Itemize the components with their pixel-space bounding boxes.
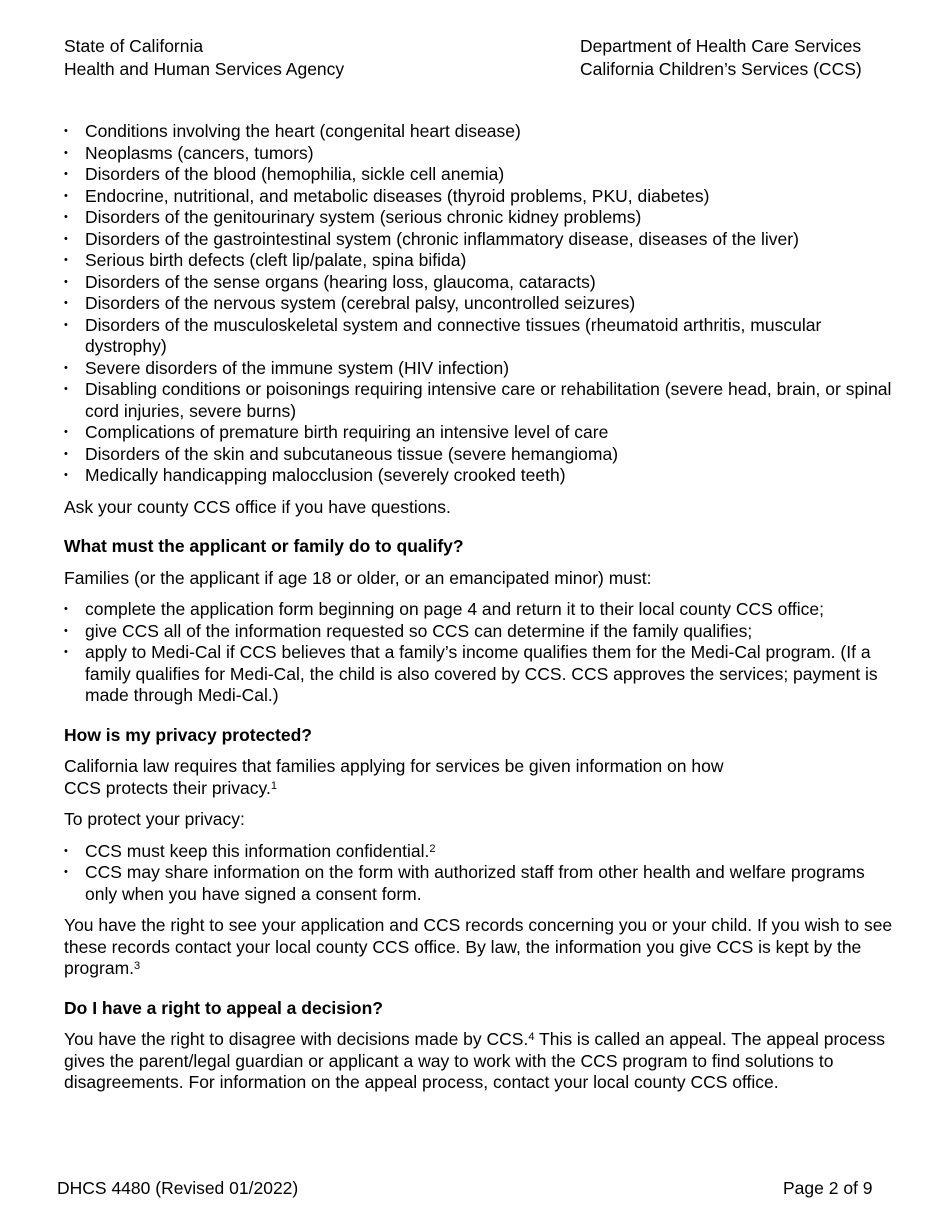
condition-item-text: Endocrine, nutritional, and metabolic diseases (thyroid problems, PKU, diabetes) bbox=[85, 185, 710, 206]
qualify-intro: Families (or the applicant if age 18 or older, or an emancipated minor) must: bbox=[64, 567, 652, 588]
appeal-heading: Do I have a right to appeal a decision? bbox=[64, 997, 383, 1018]
footnote-ref-1: 1 bbox=[270, 779, 277, 792]
list-item bbox=[64, 293, 894, 315]
bullet-icon: • bbox=[64, 426, 68, 438]
condition-item-text: Disabling conditions or poisonings requiring intensive care or rehabilitation (severe head, brain, or spinal cord injuries, severe burns) bbox=[85, 379, 892, 421]
list-item bbox=[64, 465, 894, 487]
qualify-item-text: complete the application form beginning on page 4 and return it to their local county CCS office; bbox=[85, 599, 825, 619]
bullet-icon: • bbox=[64, 866, 68, 878]
bullet-icon: • bbox=[64, 189, 68, 202]
bullet-icon: • bbox=[64, 383, 68, 395]
appeal-paragraph bbox=[64, 1029, 894, 1094]
qualify-heading: What must the applicant or family do to qualify? bbox=[64, 536, 464, 556]
privacy-paragraph-1-line2: CCS protects their privacy. bbox=[64, 777, 271, 798]
header-agency bbox=[64, 35, 344, 81]
list-item bbox=[64, 379, 894, 422]
header-department bbox=[580, 35, 862, 81]
privacy-paragraph-1 bbox=[64, 756, 894, 799]
footnote-ref-2: 2 bbox=[429, 842, 436, 855]
header-program-name: California Children’s Services (CCS) bbox=[580, 59, 862, 79]
header-department-name: Department of Health Care Services bbox=[580, 36, 862, 56]
condition-item-text: Disorders of the blood (hemophilia, sickle cell anemia) bbox=[85, 164, 505, 184]
header-state: State of California bbox=[64, 36, 204, 56]
bullet-icon: • bbox=[64, 168, 68, 180]
list-item bbox=[64, 358, 894, 380]
condition-item-text: Complications of premature birth requiring an intensive level of care bbox=[85, 422, 609, 442]
footnote-ref-3: 3 bbox=[134, 960, 141, 972]
bullet-icon: • bbox=[64, 232, 68, 245]
list-item bbox=[64, 841, 894, 863]
bullet-icon: • bbox=[64, 146, 68, 159]
header-agency-name: Health and Human Services Agency bbox=[64, 59, 345, 79]
list-item bbox=[64, 422, 894, 444]
footnote-ref-4: 4 bbox=[528, 1031, 535, 1043]
form-id: DHCS 4480 (Revised 01/2022) bbox=[57, 1178, 299, 1198]
bullet-icon: • bbox=[64, 844, 68, 857]
privacy-paragraph-2: To protect your privacy: bbox=[64, 809, 245, 829]
condition-item-text: Disorders of the sense organs (hearing loss, glaucoma, cataracts) bbox=[85, 271, 596, 292]
privacy-paragraph-3 bbox=[64, 915, 894, 980]
bullet-icon: • bbox=[64, 211, 68, 223]
condition-item-text: Conditions involving the heart (congenital heart disease) bbox=[85, 121, 521, 141]
conditions-list bbox=[64, 121, 894, 487]
bullet-icon: • bbox=[64, 646, 68, 658]
list-item bbox=[64, 143, 894, 165]
list-item bbox=[64, 207, 894, 229]
list-item bbox=[64, 164, 894, 186]
condition-item-text: Disorders of the nervous system (cerebral palsy, uncontrolled seizures) bbox=[85, 293, 636, 313]
list-item bbox=[64, 186, 894, 208]
appeal-text-b: This is called an appeal. The appeal process gives the parent/legal guardian or applicant a way to work with the CCS program to find solutions to disagreements. For information on the appeal process, contact your local county CCS office. bbox=[64, 1029, 886, 1092]
bullet-icon: • bbox=[64, 447, 68, 460]
condition-item-text: Severe disorders of the immune system (HIV infection) bbox=[85, 357, 510, 378]
list-item bbox=[64, 599, 894, 621]
list-item bbox=[64, 444, 894, 466]
list-item bbox=[64, 862, 894, 905]
privacy-item-1: CCS must keep this information confidential. bbox=[85, 840, 430, 861]
qualify-item-text: apply to Medi-Cal if CCS believes that a family’s income qualifies them for the Medi-Cal program. (If a family qualifies for Medi-Cal, the child is also covered by CCS. CCS approves the services; payment is made through Medi-Cal.) bbox=[85, 642, 878, 705]
list-item bbox=[64, 621, 894, 643]
condition-item-text: Disorders of the genitourinary system (serious chronic kidney problems) bbox=[85, 207, 642, 227]
condition-item-text: Medically handicapping malocclusion (severely crooked teeth) bbox=[85, 465, 566, 485]
bullet-icon: • bbox=[64, 275, 68, 288]
document-body bbox=[64, 121, 894, 1094]
bullet-icon: • bbox=[64, 318, 68, 331]
condition-item-text: Disorders of the musculoskeletal system and connective tissues (rheumatoid arthritis, muscular dystrophy) bbox=[85, 314, 822, 356]
list-item bbox=[64, 121, 894, 143]
bullet-icon: • bbox=[64, 297, 68, 309]
privacy-heading: How is my privacy protected? bbox=[64, 724, 312, 745]
bullet-icon: • bbox=[64, 361, 68, 374]
condition-item-text: Disorders of the gastrointestinal system (chronic inflammatory disease, diseases of the liver) bbox=[85, 228, 799, 249]
privacy-paragraph-1-line1: California law requires that families applying for services be given information on how bbox=[64, 756, 724, 776]
bullet-icon: • bbox=[64, 125, 68, 137]
page-number: Page 2 of 9 bbox=[783, 1178, 873, 1198]
appeal-text-a: You have the right to disagree with decisions made by CCS. bbox=[64, 1029, 529, 1049]
list-item bbox=[64, 229, 894, 251]
bullet-icon: • bbox=[64, 254, 68, 266]
privacy-item-2: CCS may share information on the form with authorized staff from other health and welfare programs only when you have signed a consent form. bbox=[85, 862, 865, 904]
qualify-list bbox=[64, 599, 894, 707]
list-item bbox=[64, 315, 894, 358]
condition-item-text: Disorders of the skin and subcutaneous tissue (severe hemangioma) bbox=[85, 443, 619, 464]
condition-item-text: Neoplasms (cancers, tumors) bbox=[85, 142, 314, 163]
list-item bbox=[64, 642, 894, 707]
bullet-icon: • bbox=[64, 624, 68, 637]
list-item bbox=[64, 250, 894, 272]
list-item bbox=[64, 272, 894, 294]
qualify-item-text: give CCS all of the information requested so CCS can determine if the family qualifies; bbox=[85, 620, 753, 641]
condition-item-text: Serious birth defects (cleft lip/palate, spina bifida) bbox=[85, 250, 467, 270]
bullet-icon: • bbox=[64, 603, 68, 615]
privacy-list bbox=[64, 841, 894, 906]
privacy-paragraph-3-text: You have the right to see your application and CCS records concerning you or your child. If you wish to see these records contact your local county CCS office. By law, the information you give CCS is kept by the program. bbox=[64, 915, 893, 978]
ask-text: Ask your county CCS office if you have questions. bbox=[64, 496, 451, 517]
bullet-icon: • bbox=[64, 469, 68, 481]
